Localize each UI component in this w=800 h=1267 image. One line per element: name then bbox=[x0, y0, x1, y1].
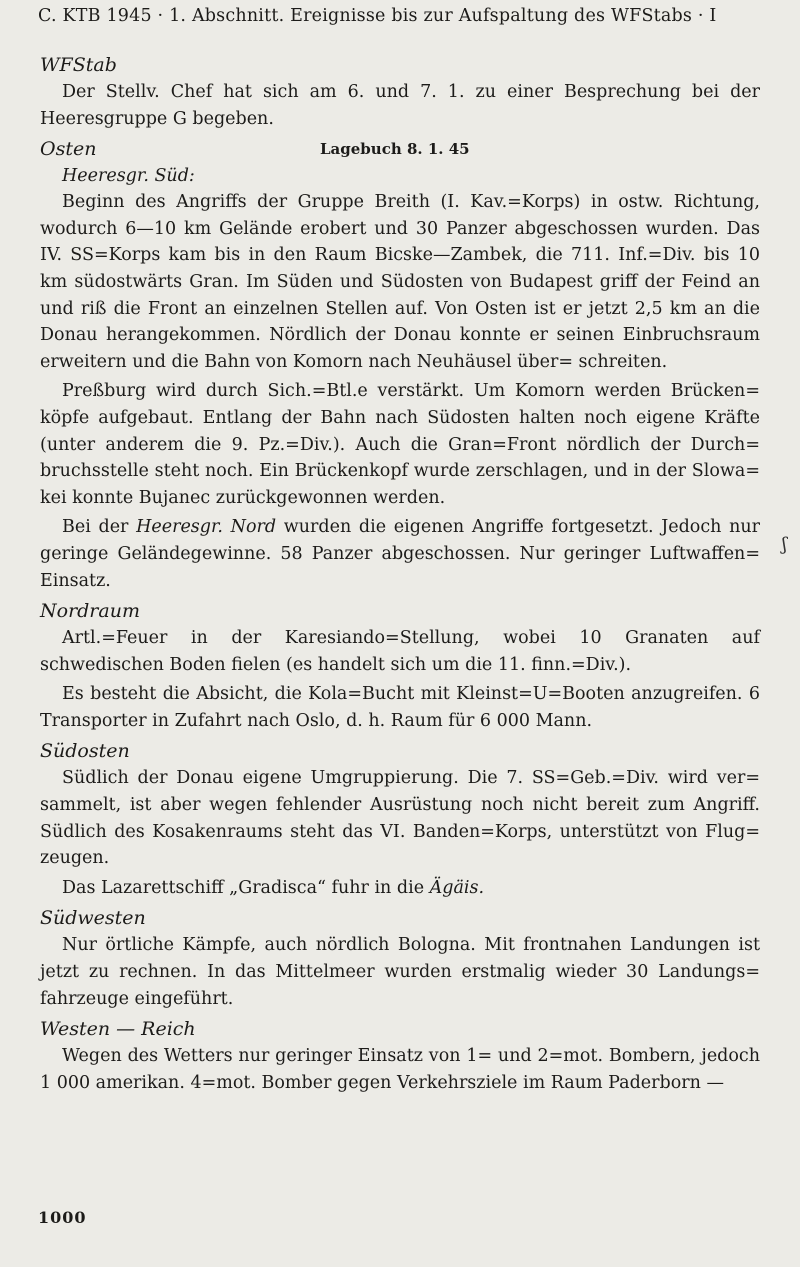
paragraph: Beginn des Angriffs der Gruppe Breith (I. Kav.=Korps) in ostw. Richtung, wodurch 6—10 km Gelände erobert und 30 Panzer abgeschossen wurden. Das IV. SS=Korps kam bis in den Raum Bicske—Zambek, die 711. Inf.=Div. bis 10 km südostwärts Gran. Im Süden und Südosten von Budapest griff der Feind an und riß die Front an einzelnen Stellen auf. Von Osten ist er jetzt 2,5 km an die Donau herangekommen. Nördlich der Donau konnte er seinen Einbruchsraum erweitern und die Bahn von Komorn nach Neuhäusel über= schreiten. bbox=[40, 192, 760, 372]
text-run: Bei der bbox=[62, 517, 137, 538]
paragraph: Preßburg wird durch Sich.=Btl.e verstärkt. Um Komorn werden Brücken= köpfe aufgebaut. Entlang der Bahn nach Südosten halten noch eigene Kräfte (unter anderem die 9. Pz.=Div.). Auch die Gran=Front nördlich der Durch= bruchsstelle steht noch. Ein Brückenkopf wurde zerschlagen, und in der Slowa= kei konnte Bujanec zurückgewonnen werden. bbox=[40, 381, 760, 508]
paragraph: Wegen des Wetters nur geringer Einsatz von 1= und 2=mot. Bombern, jedoch 1 000 amerikan. 4=mot. Bomber gegen Verkehrsziele im Raum Paderborn — bbox=[40, 1046, 760, 1093]
page-number: 1000 bbox=[38, 1208, 87, 1227]
paragraph: Artl.=Feuer in der Karesiando=Stellung, wobei 10 Granaten auf schwedischen Boden fielen (es handelt sich um die 11. finn.=Div.). bbox=[40, 628, 760, 675]
running-header: C. KTB 1945 · 1. Abschnitt. Ereignisse bis zur Aufspaltung des WFStabs · I bbox=[38, 6, 717, 26]
paragraph: Südlich der Donau eigene Umgruppierung. Die 7. SS=Geb.=Div. wird ver= sammelt, ist aber wegen fehlender Ausrüstung noch nicht bereit zum Angriff. Südlich des Kosakenraums steht das VI. Banden=Korps, unterstützt von Flug= zeugen. bbox=[40, 768, 760, 869]
section-wfstab bbox=[40, 51, 760, 132]
subheading-heeresgr-sued: Heeresgr. Süd: bbox=[62, 166, 195, 187]
logbook-date-label: Lagebuch 8. 1. 45 bbox=[320, 140, 470, 159]
section-osten bbox=[40, 135, 760, 594]
italic-text-run: Ägäis. bbox=[429, 877, 485, 898]
section-suedosten bbox=[40, 737, 760, 901]
section-title-nordraum: Nordraum bbox=[40, 600, 140, 623]
margin-mark: ʃ bbox=[782, 534, 787, 555]
paragraph bbox=[40, 875, 760, 902]
section-suedwesten bbox=[40, 904, 760, 1012]
paragraph: Es besteht die Absicht, die Kola=Bucht mit Kleinst=U=Booten anzugreifen. 6 Transporter in Zufahrt nach Oslo, d. h. Raum für 6 000 Mann. bbox=[40, 684, 760, 731]
text-run: wurden die eigenen Angriffe fortgesetzt. Jedoch nur geringe Geländegewinne. 58 Panzer abgeschossen. Nur geringer Luftwaffen= Einsatz. bbox=[40, 517, 760, 591]
section-title-suedwesten: Südwesten bbox=[40, 907, 146, 930]
section-title-suedosten: Südosten bbox=[40, 740, 130, 763]
section-title-osten bbox=[40, 135, 760, 163]
section-westen-reich bbox=[40, 1015, 760, 1096]
section-title-wfstab: WFStab bbox=[40, 54, 117, 76]
paragraph: Nur örtliche Kämpfe, auch nördlich Bologna. Mit frontnahen Landungen ist jetzt zu rechnen. In das Mittelmeer wurden erstmalig wieder 30 Landungs= fahrzeuge eingeführt. bbox=[40, 935, 760, 1009]
section-title-text: Osten bbox=[40, 138, 97, 161]
paragraph: Der Stellv. Chef hat sich am 6. und 7. 1. zu einer Besprechung bei der Heeresgruppe G begeben. bbox=[40, 82, 760, 129]
italic-text-run: Heeresgr. Nord bbox=[136, 517, 277, 538]
paragraph bbox=[40, 514, 760, 594]
page-body bbox=[40, 48, 760, 1099]
section-nordraum bbox=[40, 597, 760, 734]
section-title-westen-reich: Westen — Reich bbox=[40, 1018, 196, 1041]
text-run: Das Lazarettschiff „Gradisca“ fuhr in die bbox=[62, 877, 430, 898]
